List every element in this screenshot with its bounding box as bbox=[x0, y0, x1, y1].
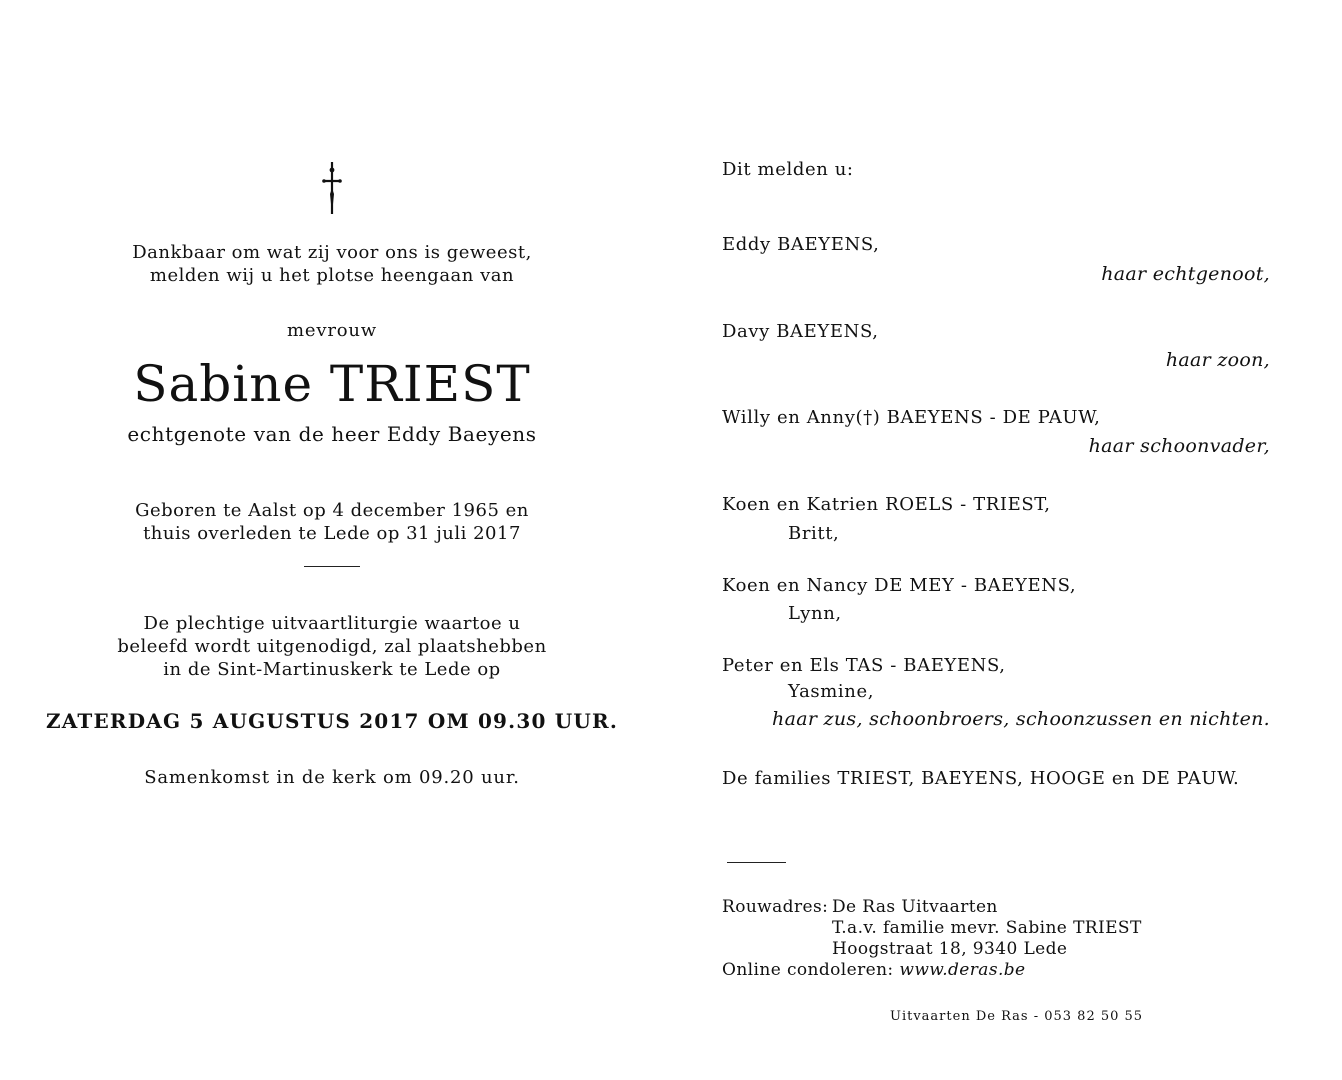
divider-left bbox=[304, 566, 360, 567]
family-name: Koen en Katrien ROELS - TRIEST, bbox=[722, 494, 1051, 515]
online-label: Online condoleren: bbox=[722, 960, 894, 980]
address-line-3: Hoogstraat 18, 9340 Lede bbox=[832, 939, 1068, 959]
birth-line: Geboren te Aalst op 4 december 1965 en bbox=[135, 500, 529, 521]
intro-line: Dankbaar om wat zij voor ons is geweest, bbox=[132, 242, 532, 263]
family-child: Britt, bbox=[788, 523, 840, 544]
family-name: Davy BAEYENS, bbox=[722, 321, 879, 342]
address-line-2: T.a.v. familie mevr. Sabine TRIEST bbox=[832, 918, 1142, 938]
families-line: De families TRIEST, BAEYENS, HOOGE en DE PAUW. bbox=[722, 768, 1240, 789]
online-condolence bbox=[722, 960, 1026, 981]
family-role: haar zoon, bbox=[1165, 349, 1270, 371]
deceased-name: Sabine TRIEST bbox=[133, 355, 531, 413]
family-name: Koen en Nancy DE MEY - BAEYENS, bbox=[722, 575, 1077, 596]
ceremony-text bbox=[0, 612, 664, 681]
family-child: Yasmine, bbox=[788, 681, 875, 702]
intro-line: melden wij u het plotse heengaan van bbox=[149, 265, 515, 286]
funeral-date: ZATERDAG 5 AUGUSTUS 2017 OM 09.30 UUR. bbox=[45, 709, 619, 733]
ceremony-line: beleefd wordt uitgenodigd, zal plaatshebben bbox=[117, 636, 547, 657]
family-name: Peter en Els TAS - BAEYENS, bbox=[722, 655, 1006, 676]
family-name: Willy en Anny(†) BAEYENS - DE PAUW, bbox=[722, 407, 1101, 428]
gathering-text: Samenkomst in de kerk om 09.20 uur. bbox=[144, 767, 520, 788]
family-role: haar zus, schoonbroers, schoonzussen en nichten. bbox=[772, 708, 1270, 730]
ceremony-line: in de Sint-Martinuskerk te Lede op bbox=[163, 659, 501, 680]
family-role: haar echtgenoot, bbox=[1101, 263, 1270, 285]
announcement-intro: Dit melden u: bbox=[722, 159, 854, 180]
family-child: Lynn, bbox=[788, 603, 842, 624]
family-role: haar schoonvader, bbox=[1088, 435, 1270, 457]
death-line: thuis overleden te Lede op 31 juli 2017 bbox=[143, 523, 521, 544]
spouse-line: echtgenote van de heer Eddy Baeyens bbox=[127, 422, 537, 446]
online-link[interactable]: www.deras.be bbox=[899, 960, 1026, 980]
address-label: Rouwadres: bbox=[722, 897, 829, 917]
cross-icon bbox=[0, 160, 664, 220]
ceremony-line: De plechtige uitvaartliturgie waartoe u bbox=[143, 613, 521, 634]
intro-text bbox=[0, 241, 664, 287]
family-name: Eddy BAEYENS, bbox=[722, 234, 880, 255]
honorific: mevrouw bbox=[287, 320, 377, 341]
birth-death-text bbox=[0, 499, 664, 545]
divider-right bbox=[727, 862, 786, 863]
footer-text: Uitvaarten De Ras - 053 82 50 55 bbox=[890, 1009, 1144, 1024]
left-panel bbox=[0, 0, 664, 1080]
address-line-1: De Ras Uitvaarten bbox=[832, 897, 998, 917]
